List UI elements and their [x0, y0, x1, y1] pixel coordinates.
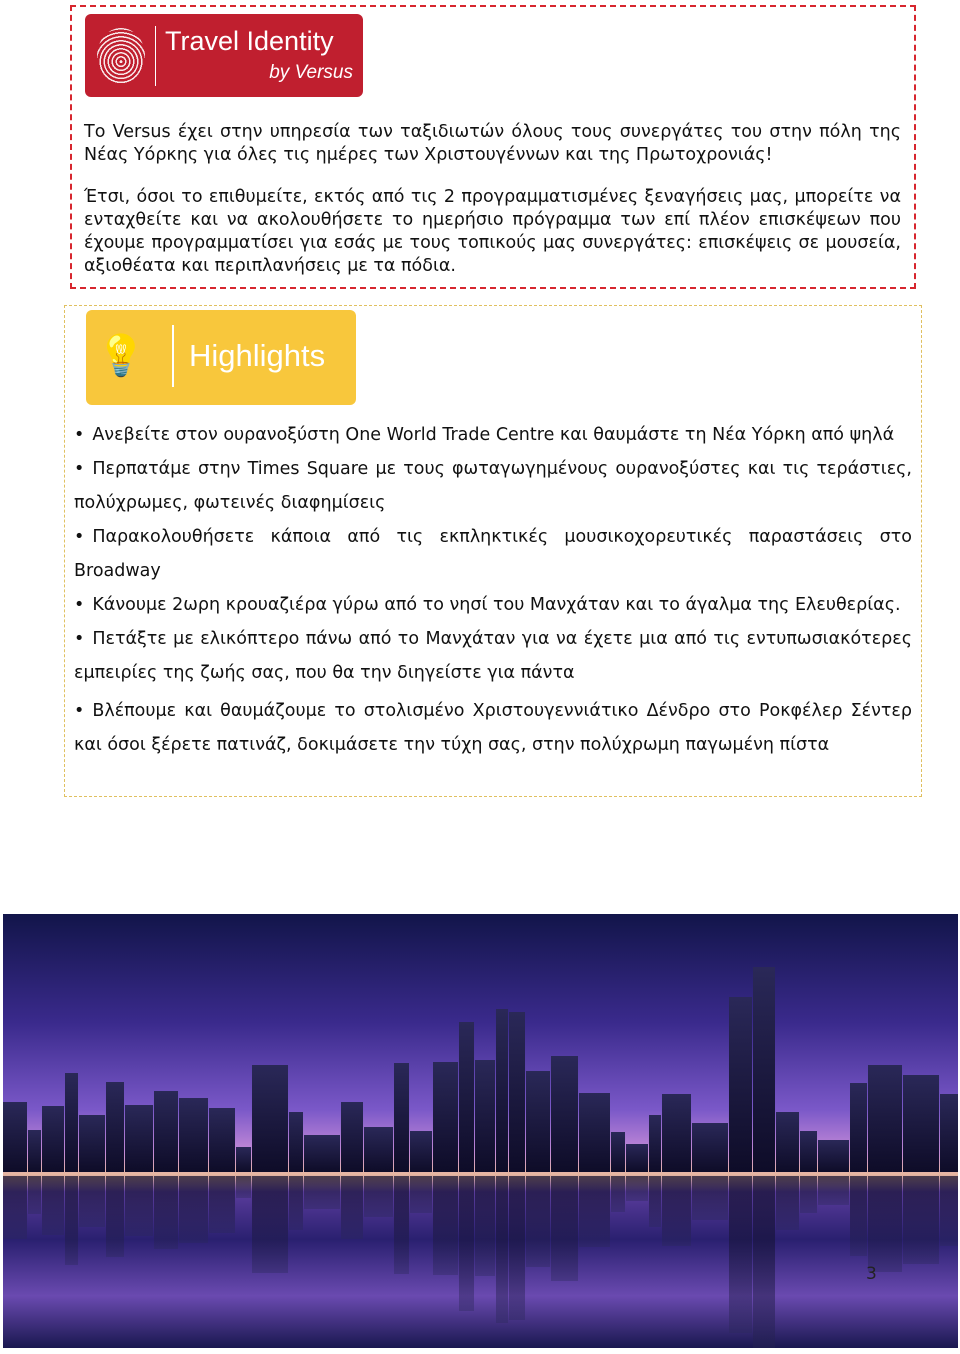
building-reflection: [304, 1176, 341, 1209]
list-item: • Πετάξτε με ελικόπτερο πάνω από το Μανχάταν για να έχετε μια από τις εντυπωσιακότερες εμπειρίες της ζωής σας, που θα την διηγείστε για πάντα: [74, 629, 912, 683]
building-reflection: [459, 1176, 473, 1311]
building-reflection: [209, 1176, 235, 1233]
logo-divider: [172, 325, 174, 387]
building-reflection: [42, 1176, 64, 1235]
building: [209, 1108, 235, 1172]
building-reflection: [410, 1176, 432, 1213]
list-item: • Παρακολουθήσετε κάποια από τις εκπληκτικές μουσικοχορευτικές παραστάσεις στο Broadway: [74, 527, 912, 581]
logo-subtitle: by Versus: [269, 62, 353, 83]
building-reflection: [626, 1176, 649, 1201]
building: [692, 1123, 729, 1172]
building: [496, 1009, 508, 1172]
list-item: • Ανεβείτε στον ουρανοξύστη One World Trade Centre και θαυμάστε τη Νέα Υόρκη από ψηλά: [74, 425, 895, 445]
building-reflection: [252, 1176, 288, 1273]
list-item-text: Κάνουμε 2ωρη κρουαζιέρα γύρω από το νησί του Μανχάταν και το άγαλμα της Ελευθερίας.: [92, 595, 901, 615]
list-item-text: Βλέπουμε και θαυμάζουμε το στολισμένο Χριστουγεννιάτικο Δένδρο στο Ροκφέλερ Σέντερ και όσοι ξέρετε πατινάζ, δοκιμάσετε την τύχη σας, στην πολύχρωμη παγωμένη πίστα: [74, 701, 912, 755]
building-reflection: [341, 1176, 363, 1239]
building-reflection: [79, 1176, 106, 1227]
building-reflection: [868, 1176, 902, 1272]
list-item-text: Παρακολουθήσετε κάποια από τις εκπληκτικές μουσικοχορευτικές παραστάσεις στο Broadway: [74, 527, 912, 581]
building-reflection: [526, 1176, 549, 1267]
building: [28, 1130, 41, 1172]
building: [551, 1056, 578, 1172]
building: [579, 1093, 610, 1172]
building: [179, 1098, 208, 1172]
list-item: • Βλέπουμε και θαυμάζουμε το στολισμένο Χριστουγεννιάτικο Δένδρο στο Ροκφέλερ Σέντερ και όσοι ξέρετε πατινάζ, δοκιμάσετε την τύχη σας, στην πολύχρωμη παγωμένη πίστα: [74, 701, 912, 755]
fingerprint-icon: [97, 28, 145, 84]
building-reflection: [394, 1176, 409, 1274]
building-reflection: [364, 1176, 393, 1217]
new-york-skyline-photo: [3, 914, 958, 1348]
building-reflection: [800, 1176, 817, 1213]
building: [662, 1094, 691, 1172]
building: [65, 1073, 77, 1172]
building: [818, 1140, 849, 1172]
building: [106, 1082, 124, 1172]
highlights-logo: [86, 310, 356, 405]
lightbulb-icon: 💡: [96, 333, 146, 379]
building-reflection: [289, 1176, 302, 1230]
building-reflection: [940, 1176, 958, 1246]
building: [364, 1127, 393, 1172]
building-reflection: [3, 1176, 27, 1239]
building: [509, 1012, 526, 1172]
building: [753, 967, 775, 1172]
building-reflection: [551, 1176, 578, 1281]
building-reflection: [179, 1176, 208, 1243]
list-item-text: Περπατάμε στην Times Square με τους φωταγωγημένους ουρανοξύστες και τις τεράστιες, πολύχρωμες, φωτεινές διαφημίσεις: [74, 459, 912, 513]
building: [729, 997, 751, 1172]
building: [236, 1147, 251, 1172]
list-item-text: Ανεβείτε στον ουρανοξύστη One World Trade Centre και θαυμάστε τη Νέα Υόρκη από ψηλά: [92, 425, 895, 445]
building-reflection: [65, 1176, 77, 1265]
building-reflection: [475, 1176, 495, 1276]
building: [526, 1071, 549, 1172]
building-reflection: [106, 1176, 124, 1257]
building: [252, 1065, 288, 1172]
building: [475, 1060, 495, 1172]
building-reflection: [496, 1176, 508, 1323]
building: [850, 1083, 868, 1172]
building: [868, 1065, 902, 1172]
building: [433, 1062, 458, 1172]
building-reflection: [662, 1176, 691, 1246]
building: [289, 1112, 302, 1172]
page-number: 3: [866, 1264, 877, 1284]
building-reflection: [125, 1176, 153, 1236]
building-reflection: [753, 1176, 775, 1348]
building: [341, 1102, 363, 1172]
building-reflection: [611, 1176, 625, 1212]
building-reflection: [818, 1176, 849, 1205]
building: [459, 1022, 473, 1172]
intro-paragraph-1: Το Versus έχει στην υπηρεσία των ταξιδιωτών όλους τους συνεργάτες του στην πόλη της Νέας Υόρκης για όλες τις ημέρες των Χριστουγέννων και της Πρωτοχρονιάς!: [84, 122, 901, 165]
list-item: • Περπατάμε στην Times Square με τους φωταγωγημένους ουρανοξύστες και τις τεράστιες, πολύχρωμες, φωτεινές διαφημίσεις: [74, 459, 912, 513]
building: [394, 1063, 409, 1172]
building: [940, 1094, 958, 1172]
building: [3, 1102, 27, 1172]
building: [79, 1115, 106, 1172]
building: [42, 1106, 64, 1172]
building-reflection: [776, 1176, 799, 1230]
building-reflection: [850, 1176, 868, 1256]
building: [649, 1115, 660, 1172]
building-reflection: [236, 1176, 251, 1198]
highlights-title: Highlights: [189, 338, 326, 373]
building-reflection: [729, 1176, 751, 1333]
building-reflection: [28, 1176, 41, 1214]
building-reflection: [154, 1176, 178, 1249]
building: [903, 1075, 939, 1172]
building-reflection: [579, 1176, 610, 1247]
building: [800, 1131, 817, 1172]
building: [626, 1144, 649, 1172]
logo-title: Travel Identity: [165, 26, 334, 56]
building: [154, 1091, 178, 1172]
building: [125, 1105, 153, 1172]
building-reflection: [903, 1176, 939, 1264]
building-reflection: [509, 1176, 526, 1320]
building: [410, 1131, 432, 1172]
building: [776, 1112, 799, 1172]
logo-divider: [155, 26, 156, 86]
building: [611, 1132, 625, 1172]
building-reflection: [649, 1176, 660, 1227]
building: [304, 1135, 341, 1172]
highlights-list: [74, 418, 912, 762]
building-reflection: [692, 1176, 729, 1220]
list-item: • Κάνουμε 2ωρη κρουαζιέρα γύρω από το νησί του Μανχάταν και το άγαλμα της Ελευθερίας.: [74, 595, 901, 615]
list-item-text: Πετάξτε με ελικόπτερο πάνω από το Μανχάταν για να έχετε μια από τις εντυπωσιακότερες εμπειρίες της ζωής σας, που θα την διηγείστε για πάντα: [74, 629, 912, 683]
intro-paragraph-2: Έτσι, όσοι το επιθυμείτε, εκτός από τις 2 προγραμματισμένες ξεναγήσεις μας, μπορείτε να ενταχθείτε και να ακολουθήσετε το ημερήσιο πρόγραμμα των επί πλέον επισκέψεων που έχουμε προγραμματίσει για εσάς με τους τοπικούς μας συνεργάτες: επισκέψεις σε μουσεία, αξιοθέατα και περιπλανήσεις με τα πόδια.: [84, 187, 901, 276]
travel-identity-logo: [85, 14, 363, 97]
building-reflection: [433, 1176, 458, 1275]
